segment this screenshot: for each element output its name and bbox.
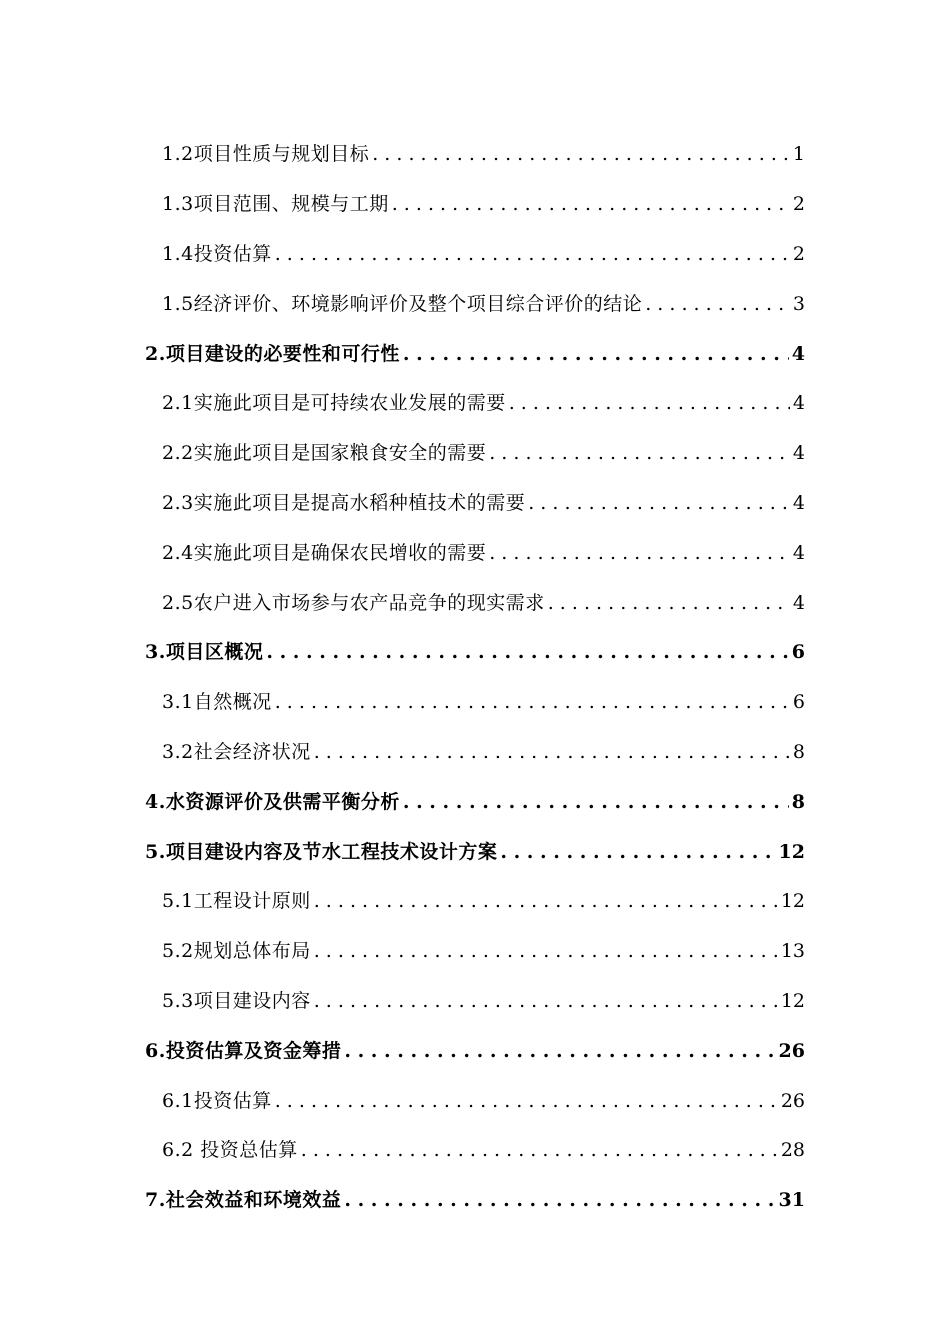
toc-entry-page: 12 <box>780 989 805 1012</box>
toc-entry-page: 12 <box>780 890 805 913</box>
toc-chapter-page: 8 <box>791 790 805 813</box>
toc-entry[interactable] <box>0 726 950 776</box>
toc-entry-title: 2.4实施此项目是确保农民增收的需要 <box>162 541 487 564</box>
toc-entry-title: 5.1工程设计原则 <box>162 890 311 913</box>
dot-leader <box>509 392 790 414</box>
toc-entry-page: 6 <box>792 691 805 714</box>
dot-leader <box>344 1189 775 1211</box>
toc-chapter[interactable] <box>0 825 950 875</box>
toc-chapter-page: 26 <box>778 1039 805 1062</box>
toc-entry-page: 2 <box>792 193 805 216</box>
toc-entry-title: 5.2规划总体布局 <box>162 940 311 963</box>
table-of-contents <box>0 128 950 1224</box>
toc-entry-page: 2 <box>792 242 805 265</box>
toc-entry-page: 4 <box>792 591 805 614</box>
dot-leader <box>489 442 790 464</box>
dot-leader <box>548 592 790 614</box>
dot-leader <box>301 1139 778 1161</box>
toc-chapter[interactable] <box>0 1174 950 1224</box>
toc-entry-page: 26 <box>780 1089 805 1112</box>
toc-entry-title: 2.5农户进入市场参与农产品竞争的现实需求 <box>162 591 545 614</box>
dot-leader <box>314 940 778 962</box>
dot-leader <box>275 1090 778 1112</box>
toc-entry[interactable] <box>0 975 950 1025</box>
dot-leader <box>314 990 778 1012</box>
toc-entry[interactable] <box>0 178 950 228</box>
toc-entry-title: 1.2项目性质与规划目标 <box>162 143 370 166</box>
toc-entry[interactable] <box>0 1124 950 1174</box>
toc-entry[interactable] <box>0 477 950 527</box>
toc-entry[interactable] <box>0 1074 950 1124</box>
dot-leader <box>275 691 790 713</box>
dot-leader <box>500 841 775 863</box>
dot-leader <box>489 542 790 564</box>
toc-entry-title: 1.5经济评价、环境影响评价及整个项目综合评价的结论 <box>162 292 643 315</box>
toc-chapter-title: 2.项目建设的必要性和可行性 <box>145 342 400 365</box>
toc-entry-page: 4 <box>792 442 805 465</box>
toc-entry[interactable] <box>0 875 950 925</box>
toc-entry-title: 3.2社会经济状况 <box>162 740 311 763</box>
toc-chapter[interactable] <box>0 626 950 676</box>
toc-entry[interactable] <box>0 228 950 278</box>
toc-entry[interactable] <box>0 576 950 626</box>
toc-entry[interactable] <box>0 676 950 726</box>
toc-entry[interactable] <box>0 277 950 327</box>
toc-entry-title: 2.2实施此项目是国家粮食安全的需要 <box>162 442 487 465</box>
toc-chapter-page: 31 <box>778 1189 805 1212</box>
toc-chapter-title: 5.项目建设内容及节水工程技术设计方案 <box>145 840 498 863</box>
toc-entry-page: 28 <box>780 1139 805 1162</box>
toc-chapter-page: 4 <box>791 342 805 365</box>
dot-leader <box>645 293 790 315</box>
dot-leader <box>275 243 790 265</box>
dot-leader <box>372 143 790 165</box>
toc-entry-page: 8 <box>792 740 805 763</box>
toc-chapter[interactable] <box>0 775 950 825</box>
toc-entry-title: 1.4投资估算 <box>162 242 272 265</box>
toc-chapter-title: 3.项目区概况 <box>145 641 264 664</box>
toc-chapter-title: 4.水资源评价及供需平衡分析 <box>145 790 400 813</box>
dot-leader <box>314 741 790 763</box>
toc-entry[interactable] <box>0 925 950 975</box>
toc-entry-title: 1.3项目范围、规模与工期 <box>162 193 389 216</box>
toc-chapter-page: 6 <box>791 641 805 664</box>
dot-leader <box>528 492 790 514</box>
toc-entry-page: 4 <box>792 491 805 514</box>
dot-leader <box>403 343 789 365</box>
dot-leader <box>403 791 789 813</box>
toc-entry-title: 2.1实施此项目是可持续农业发展的需要 <box>162 392 506 415</box>
toc-chapter[interactable] <box>0 327 950 377</box>
toc-entry[interactable] <box>0 377 950 427</box>
toc-chapter-title: 7.社会效益和环境效益 <box>145 1189 342 1212</box>
dot-leader <box>266 641 788 663</box>
toc-entry[interactable] <box>0 526 950 576</box>
toc-entry-title: 2.3实施此项目是提高水稻种植技术的需要 <box>162 491 526 514</box>
dot-leader <box>344 1040 775 1062</box>
toc-chapter-title: 6.投资估算及资金筹措 <box>145 1039 342 1062</box>
toc-entry[interactable] <box>0 128 950 178</box>
toc-chapter-page: 12 <box>778 840 805 863</box>
toc-chapter[interactable] <box>0 1024 950 1074</box>
toc-entry-title: 5.3项目建设内容 <box>162 989 311 1012</box>
toc-entry[interactable] <box>0 427 950 477</box>
dot-leader <box>314 890 778 912</box>
toc-entry-page: 4 <box>792 541 805 564</box>
toc-entry-page: 4 <box>792 392 805 415</box>
toc-entry-title: 3.1自然概况 <box>162 691 272 714</box>
toc-entry-page: 1 <box>792 143 805 166</box>
toc-entry-page: 13 <box>780 940 805 963</box>
toc-entry-title: 6.1投资估算 <box>162 1089 272 1112</box>
dot-leader <box>392 193 790 215</box>
toc-entry-title: 6.2 投资总估算 <box>162 1139 298 1162</box>
toc-entry-page: 3 <box>792 292 805 315</box>
